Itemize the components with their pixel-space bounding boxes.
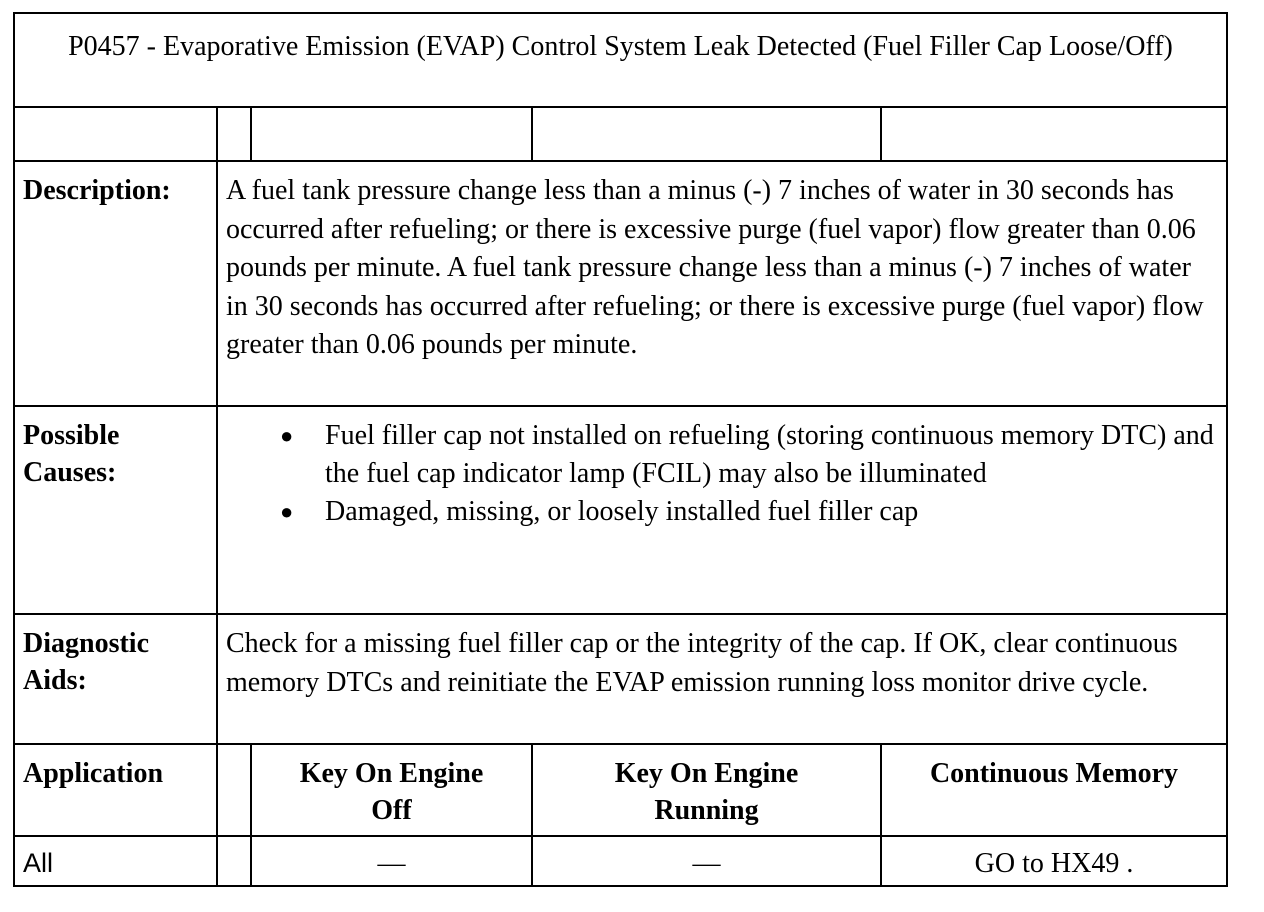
list-item — [218, 417, 1226, 493]
cause-text: Fuel filler cap not installed on refueling (storing continuous memory DTC) and the fuel cap indicator lamp (FCIL) may also be illuminated — [325, 420, 1214, 489]
koer-header — [531, 745, 880, 835]
application-value: All — [23, 848, 54, 878]
list-item — [218, 493, 1226, 531]
empty-cell — [250, 108, 531, 160]
spacer-cell — [216, 745, 250, 835]
cause-text: Damaged, missing, or loosely installed fuel filler cap — [325, 496, 919, 527]
empty-cell — [15, 108, 216, 160]
diagnostic-aids-text: Check for a missing fuel filler cap or the integrity of the cap. If OK, clear continuous memory DTCs and reinitiate the EVAP emission running loss monitor drive cycle. — [216, 615, 1226, 743]
koer-header-line1: Key On Engine — [614, 758, 799, 789]
empty-row — [15, 106, 1226, 160]
application-header-row — [15, 743, 1226, 835]
spacer-cell — [216, 837, 250, 885]
koer-header-line2: Running — [654, 795, 759, 826]
empty-cell — [880, 108, 1226, 160]
description-label: Description: — [23, 175, 171, 206]
dtc-title: P0457 - Evaporative Emission (EVAP) Control System Leak Detected (Fuel Filler Cap Loose/Off) — [68, 31, 1173, 62]
bullet-icon: ● — [280, 499, 294, 524]
title-row — [15, 14, 1226, 106]
koeo-header — [250, 745, 531, 835]
description-row — [15, 160, 1226, 405]
diagnostic-aids-label-line1: Diagnostic — [23, 628, 149, 659]
bullet-icon: ● — [280, 423, 294, 448]
koeo-header-line1: Key On Engine — [299, 758, 484, 789]
possible-causes-label-line1: Possible — [23, 420, 120, 451]
table-row — [15, 835, 1226, 885]
koeo-header-line2: Off — [371, 795, 412, 826]
diagnostic-aids-row — [15, 613, 1226, 743]
possible-causes-label — [15, 407, 216, 613]
possible-causes-content — [216, 407, 1226, 613]
dtc-table — [13, 12, 1228, 887]
empty-cell — [531, 108, 880, 160]
diagnostic-aids-label — [15, 615, 216, 743]
koeo-value: — — [250, 837, 531, 885]
description-text: A fuel tank pressure change less than a minus (-) 7 inches of water in 30 seconds has occurred after refueling; or there is excessive purge (fuel vapor) flow greater than 0.06 pounds per minute. A fuel tank pressure change less than a minus (-) 7 inches of water in 30 seconds has occurred after refueling; or there is excessive purge (fuel vapor) flow greater than 0.06 pounds per minute. — [216, 162, 1226, 405]
empty-cell — [216, 108, 250, 160]
possible-causes-row — [15, 405, 1226, 613]
application-header: Application — [23, 758, 164, 789]
possible-causes-label-line2: Causes: — [23, 457, 117, 488]
continuous-memory-header: Continuous Memory — [880, 745, 1226, 835]
continuous-memory-value: GO to HX49 . — [880, 837, 1226, 885]
causes-list — [218, 417, 1226, 531]
koer-value: — — [531, 837, 880, 885]
diagnostic-aids-label-line2: Aids: — [23, 665, 87, 696]
